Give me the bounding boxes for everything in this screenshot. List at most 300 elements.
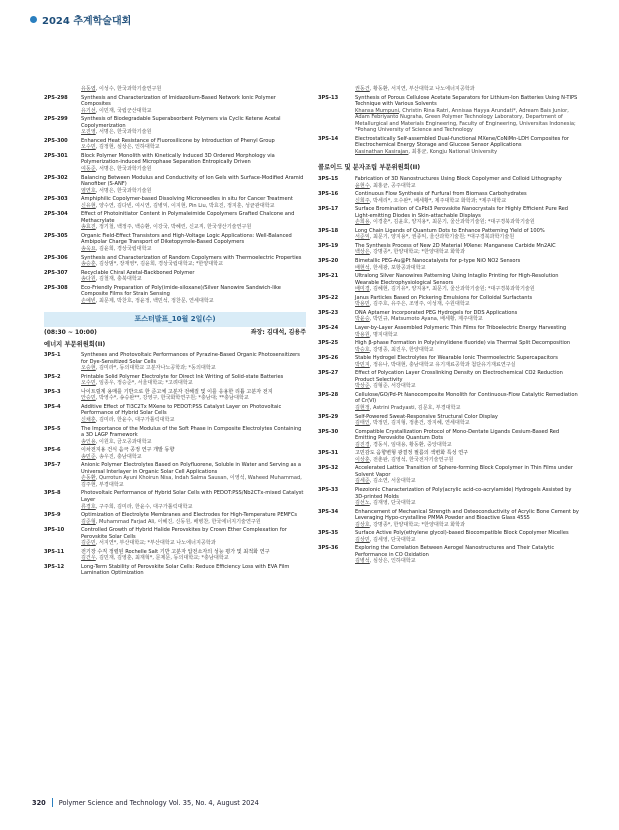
abstract-entry [318, 295, 580, 308]
entry-authors [81, 417, 306, 424]
entry-title: Printable Solid Polymer Electrolyte for Direct Ink Writing of Solid-state Batteries [81, 373, 284, 380]
entry-title: 이차전지용 건식 음극 공정 연구 개발 동향 [81, 447, 175, 454]
entry-authors [81, 203, 306, 210]
left-entries-top [44, 86, 306, 304]
journal-citation: Polymer Science and Technology Vol. 35, No. 4, August 2024 [58, 798, 259, 807]
abstract-entry [44, 95, 306, 115]
author-affiliation: , Astrini Pradyasti, 김문호, 부경대학교 [369, 404, 461, 411]
presenting-author: 김현정 [355, 404, 370, 411]
entry-body [355, 355, 580, 368]
entry-code [318, 86, 355, 93]
abstract-entry [44, 116, 306, 136]
footer-divider [52, 798, 53, 807]
presenting-author: 윤현수 [355, 182, 370, 189]
session-time: (08:30 ~ 10:00) [44, 328, 97, 336]
entry-body [81, 462, 306, 488]
abstract-entry [318, 450, 580, 463]
entry-title: Anionic Polymer Electrolytes Based on Polyfluorene, Soluble in Water and Serving as a Universal Interlayer in Organic Solar Cell Applications [81, 462, 302, 475]
entry-body [81, 426, 306, 446]
entry-authors [81, 439, 306, 446]
entry-authors [355, 347, 580, 354]
entry-authors [355, 383, 580, 390]
entry-title: Organic Field-Effect Transistors and High-Voltage Logic Applications: Well-Balanced Ambipolar Charge Transport of Diketopyrrole-Based Copolymers [81, 232, 292, 246]
entry-body [355, 136, 580, 156]
entry-authors [355, 442, 580, 449]
entry-code: 3PS-2 [44, 373, 61, 380]
entry-title: Amphiphilic Copolymer-based Dissolving Microneedles in situ for Cancer Treatment [81, 196, 293, 203]
entry-authors [355, 249, 580, 256]
entry-title: Continuous Flow Synthesis of Furfural from Biomass Carbohydrates [355, 191, 527, 198]
abstract-entry [318, 487, 580, 507]
entry-body [81, 527, 306, 547]
entry-code: 3PS-31 [318, 450, 339, 457]
entry-code: 2PS-299 [44, 116, 68, 123]
entry-body [81, 233, 306, 253]
presenting-author: 신채훈 [81, 416, 96, 423]
entry-title: Effect of Photoinitiator Content in Polymaleimide Copolymers Grafted Chalcone and Methacrylate [81, 211, 295, 224]
presenting-author: 오수민 [81, 380, 96, 387]
entry-body [81, 285, 306, 305]
author-affiliation: , Christin Rina Ratri, Annisaa Hayya Arundati*, Adream Bais Junior, Adam Febriyanto Nugraha, Green Polymer Technology Laboratory, Department of Metallurgical and Materials Engineering, Faculty of Engineering, Universitas Indonesia; *Pohang University of Science and Technology [355, 107, 576, 134]
presenting-author: 권동건 [355, 86, 370, 92]
abstract-entry [318, 429, 580, 449]
entry-authors [81, 555, 306, 562]
presenting-author: 박상준 [355, 383, 370, 390]
author-affiliation: , 구주희, 김미라, 한윤수, 대구가톨릭대학교 [95, 503, 193, 510]
abstract-entry [44, 447, 306, 460]
entry-authors [81, 454, 306, 461]
presenting-author: 김준형 [81, 518, 96, 525]
abstract-entry [44, 138, 306, 151]
entry-authors [355, 198, 580, 205]
author-affiliation: , 정기철, 백정주, 백승환, 이강국, 박혜린, 신교직, 한국생산기술연구원 [95, 224, 252, 231]
entry-authors [81, 188, 306, 195]
abstract-entry [44, 549, 306, 562]
presenting-author: 송다원 [81, 276, 96, 283]
presenting-author: 안승민 [81, 395, 96, 402]
entry-body [355, 206, 580, 226]
presenting-author: 김건우 [81, 555, 96, 562]
abstract-entry [44, 196, 306, 209]
entry-authors [355, 86, 580, 93]
entry-body [81, 255, 306, 268]
presenting-author: 오진영 [81, 129, 96, 136]
entry-body [81, 447, 306, 460]
entry-code: 3PS-24 [318, 324, 339, 331]
entry-code: 3PS-7 [44, 462, 61, 469]
abstract-entry [318, 310, 580, 323]
entry-title: Eco-Friendly Preparation of Poly(imide-siloxane)/Silver Nanowire Sandwich-like Composite Films for Strain Sensing [81, 284, 281, 298]
entry-code: 3PS-11 [44, 548, 65, 555]
abstract-entry [44, 512, 306, 525]
entry-code: 3PS-27 [318, 370, 339, 377]
entry-title: High β-phase Formation in Poly(vinylidene fluoride) via Thermal Split Decomposition [355, 340, 571, 347]
presenting-author: 신희주 [355, 197, 370, 204]
entry-title: Accelerated Lattice Transition of Sphere-forming Block Copolymer in Thin Films under Solvent Vapor [355, 465, 573, 478]
abstract-entry [318, 370, 580, 390]
entry-authors [81, 144, 306, 151]
entry-title: Controlled Growth of Hybrid Halide Perovskites by Crown Ether Complexation for Perovskite Solar Cells [81, 527, 287, 540]
entry-body [81, 95, 306, 115]
abstract-entry [318, 509, 580, 529]
entry-title: Compatible Crystallization Protocol of Mono-Dentate Ligands Cesium-Based Red Emitting Perovskite Quantum Dots [355, 428, 560, 442]
abstract-entry [318, 273, 580, 293]
entry-title: Enhanced Heat Resistance of Fluorosilicone by Introduction of Phenyl Group [81, 137, 275, 144]
presenting-author: 김선노 [355, 500, 370, 507]
entry-code: 3PS-6 [44, 447, 61, 454]
author-affiliation: , 최문기, 양지용*, 권종익, 울산과학기술원; *대구경북과학기술원 [369, 234, 515, 241]
entry-body [355, 392, 580, 412]
presenting-author: 신유현 [81, 202, 96, 209]
presenting-author: Khansa Mumpuni [355, 107, 400, 114]
entry-code: 3PS-16 [318, 191, 339, 198]
abstract-entry [318, 530, 580, 543]
entry-title: The Synthesis Process of New 2D Material MXene: Manganese Carbide Mn2AlC [355, 242, 556, 249]
author-affiliation: , 강명종, 최진우, 한양대학교 [369, 346, 434, 353]
entry-title: Recyclable Chiral Azetal-Backboned Polymer [81, 269, 195, 276]
entry-body [355, 414, 580, 427]
entry-authors [355, 332, 580, 339]
entry-title: Bimetallic PEG-Au@Pt Nanocatalysts for p-type NiO NO2 Sensors [355, 258, 521, 265]
author-affiliation: , 김재영, 단국대학교 [369, 500, 416, 507]
page-number: 320 [32, 798, 46, 807]
abstract-entry [318, 465, 580, 485]
entry-authors [81, 540, 306, 547]
author-affiliation: , 박세리*, 오수완*, 배세황*, 제주대학교 화학과; *제주대학교 [369, 197, 507, 204]
entry-body [355, 191, 580, 204]
entry-authors [355, 108, 580, 134]
presenting-author: 송인용 [81, 438, 96, 445]
entry-authors [355, 522, 580, 529]
entry-body [355, 258, 580, 271]
entry-code: 2PS-306 [44, 254, 68, 261]
section-heading: 에너지 부문위원회(II) [44, 340, 106, 348]
author-affiliation: , 김철재, 충북대학교 [95, 276, 142, 283]
author-affiliation: , 김주호, 유주은, 조영주, 이성재, 수원대학교 [369, 301, 470, 308]
entry-code: 3PS-34 [318, 508, 339, 515]
entry-title: Ultralong Silver Nanowires Patterning Using Intaglio Printing for High-Resolution Wearable Electrophysiological Sensors [355, 273, 559, 286]
presenting-author: 배현석 [355, 264, 370, 271]
presenting-author: 손희용 [355, 219, 370, 226]
presenting-author: 오승현 [81, 365, 96, 372]
entry-title: Photovoltaic Performance of Hybrid Solar Cells with PEDOT:PSS/Nb2CTx-mixed Catalyst Layer [81, 490, 304, 503]
entry-code: 2PS-302 [44, 174, 68, 181]
abstract-entry [44, 389, 306, 402]
presenting-author: 김준민 [81, 540, 96, 547]
entry-authors [81, 519, 306, 526]
presenting-author: 박용원 [355, 331, 370, 338]
entry-code: 3PS-20 [318, 258, 339, 265]
author-affiliation: , 김상범*, 장재영*, 김윤희, 경상국립대학교; *한양대학교 [95, 261, 224, 268]
entry-title: Enhancement of Mechanical Strength and Osteoconductivity of Acrylic Bone Cement by Leveraging Hypo-crystalline PMMA Powder and Bioactive Glass 45S5 [355, 508, 579, 522]
entry-authors [355, 420, 580, 427]
entry-body [355, 530, 580, 543]
entry-code: 2PS-298 [44, 94, 68, 101]
presenting-author: 박승호 [355, 346, 370, 353]
entry-code: 2PS-300 [44, 137, 68, 144]
entry-body [355, 325, 580, 338]
entry-title: Surface Active Poly(ethylene glycol)-based Biocompatible Block Copolymer Micelles [355, 530, 569, 537]
entry-code: 3PS-25 [318, 340, 339, 347]
author-affiliation: , 김정현, 심상은, 인하대학교 [95, 144, 160, 151]
abstract-entry [318, 355, 580, 368]
author-affiliation: , 이민재, 국립군산대학교 [95, 107, 152, 114]
author-affiliation: , 박정민, 김지형, 정춘건, 장지혜, 연세대학교 [369, 420, 470, 427]
entry-code: 3PS-14 [318, 135, 339, 142]
author-affiliation: , 서명은, 한국과학기술원 [95, 129, 152, 136]
presenting-author: 여동준 [81, 166, 96, 173]
entry-authors [355, 362, 580, 369]
author-affiliation: , 서지연*, 부산대학교; *부산대학교 나노에너지공학과 [95, 540, 216, 547]
session-banner: 포스터발표_10월 2일(수) [44, 312, 306, 327]
author-affiliation: , 박민규, Matsumoto Ayana, 배세황, 제주대학교 [369, 316, 483, 323]
circle-bullet-icon [30, 16, 37, 23]
abstract-entry [44, 153, 306, 173]
entry-authors [81, 224, 306, 231]
author-affiliation: , 이경훈*, 김윤호, 양지용*, 최문기, 울산과학기술원; *대구경북과학기술원 [369, 219, 535, 226]
entry-code: 2PS-301 [44, 152, 68, 159]
abstract-entry [44, 211, 306, 231]
entry-code: 3PS-35 [318, 530, 339, 537]
entry-authors [355, 537, 580, 544]
entry-title: Surface Bromination of CsPbI3 Perovskite Nanocrystals for Highly Efficient Pure Red Light-emitting Diodes in Skin-attachable Displays [355, 206, 569, 219]
entry-body [81, 138, 306, 151]
entry-code: 3PS-9 [44, 512, 61, 519]
entry-authors [81, 261, 306, 268]
entry-code: 3PS-13 [318, 94, 339, 101]
author-affiliation: , 최홍균, 공주대학교 [369, 182, 416, 189]
author-affiliation: , 김소연, 서울대학교 [369, 478, 416, 485]
header-title: 2024 추계학술대회 [42, 16, 132, 27]
entry-authors [355, 286, 580, 293]
entry-title: DNA Aptamer Incorporated PEG Hydrogels for DDS Applications [355, 309, 518, 316]
entry-authors [81, 108, 306, 115]
entry-code: 2PS-303 [44, 196, 68, 203]
entry-authors [81, 276, 306, 283]
abstract-entry [318, 191, 580, 204]
entry-code: 3PS-3 [44, 388, 61, 395]
right-column [318, 86, 580, 567]
author-affiliation: , 정유나, 박대현, 충남대학교 유기재료공학과 첨단유기재료연구실 [369, 361, 516, 368]
author-affiliation: , 서명은, 한국과학기술원 [95, 166, 152, 173]
entry-body [355, 243, 580, 256]
entry-code: 3PS-33 [318, 486, 339, 493]
entry-title: The Importance of the Modulus of the Soft Phase in Composite Electrolytes Containing a 3D LAGP Framework [81, 425, 302, 439]
abstract-entry [318, 545, 580, 565]
presenting-author: 김병석 [355, 558, 370, 565]
presenting-author: 박민지 [355, 361, 370, 368]
entry-body [81, 374, 306, 387]
entry-code: 3PS-10 [44, 527, 65, 534]
entry-code: 2PS-305 [44, 232, 68, 239]
entry-authors [355, 457, 580, 464]
presenting-author: 송효진 [81, 224, 96, 231]
entry-body [81, 86, 306, 93]
entry-title: Cellulose/GO/Pd-Pt Nanocomposite Monolith for Continuous-Flow Catalytic Remediation of Cr(VI) [355, 391, 578, 405]
entry-body [81, 116, 306, 136]
entry-body [81, 175, 306, 195]
entry-authors [355, 558, 580, 565]
right-entries-bottom [318, 176, 580, 565]
entry-body [81, 389, 306, 402]
entry-code: 3PS-36 [318, 545, 339, 552]
abstract-entry [44, 352, 306, 372]
presenting-author: 김세준 [355, 478, 370, 485]
abstract-entry [318, 414, 580, 427]
abstract-entry [44, 564, 306, 577]
abstract-entry [318, 258, 580, 271]
entry-title: Balancing Between Modulus and Conductivity of Ion Gels with Surface-Modified Aramid Nanofiber (S-ANF) [81, 174, 304, 188]
entry-title: Optimization of Electrolyte Membranes and Electrodes for High-Temperature PEMFCs [81, 512, 298, 519]
author-affiliation: , 양수연, 김다빈, 여시연, 김병익, 이지현, Pin Liu, 박효진, 정지훈, 성균관대학교 [95, 202, 275, 209]
abstract-entry [44, 426, 306, 446]
entry-code: 3PS-12 [44, 563, 65, 570]
presenting-author: 백상은 [355, 249, 370, 256]
entry-title: Synthesis and Characterization of Random Copolymers with Thermoelectric Properties [81, 254, 302, 261]
author-affiliation: , 최문제, 박찬호, 정윤정, 백민석, 정찬문, 연세대학교 [95, 297, 214, 304]
left-entries-bottom [44, 352, 306, 577]
abstract-entry [44, 255, 306, 268]
entry-title: Long-Term Stability of Perovskite Solar Cells: Reduce Efficiency Loss with EVA Film Lamination Optimization [81, 563, 290, 577]
entry-code [44, 86, 81, 93]
entry-code: 3PS-5 [44, 425, 61, 432]
entry-body [81, 404, 306, 424]
entry-code: 2PS-307 [44, 269, 68, 276]
presenting-author: 배미경 [355, 286, 370, 293]
entry-body [355, 370, 580, 390]
session-chair: 좌장: 김대석, 김용주 [250, 328, 306, 336]
entry-authors [81, 298, 306, 305]
entry-authors [81, 395, 306, 402]
entry-code: 3PS-18 [318, 227, 339, 234]
entry-body [355, 450, 580, 463]
entry-body [81, 196, 306, 209]
entry-title: Self-Powered Sweat-Responsive Structural Color Display [355, 413, 498, 420]
entry-body [81, 512, 306, 525]
presenting-author: Kasinathan Kasirajan [355, 148, 409, 155]
entry-title: Synthesis of Biodegradable Superabsorbent Polymers via Cyclic Ketene Acetal Copolymerization [81, 116, 281, 129]
author-affiliation: , 김혜현, 김기유*, 양지용*, 최문기, 울산과학기술원; *대구경북과학기술원 [369, 286, 535, 293]
author-affiliation: , 이원호, 금오공과대학교 [95, 438, 152, 445]
entry-code: 3PS-29 [318, 413, 339, 420]
page-header [30, 12, 131, 27]
presenting-author: 염연호 [81, 187, 96, 194]
author-affiliation: , Qurrotun Ayuni Khoirun Nisa, Indah Salma Sausan, 이영석, Waheed Muhammad, 김주현, 부경대학교 [81, 475, 302, 488]
abstract-entry [318, 243, 580, 256]
presenting-author: 유기선 [81, 107, 96, 114]
entry-title: Effect of Polycation Layer Crosslinking Density on Electrochemical CO2 Reduction Product Selectivity [355, 370, 563, 383]
author-affiliation: , 김세영, 단국대학교 [369, 536, 416, 543]
entry-code: 3PS-1 [44, 352, 61, 359]
entry-authors [81, 380, 306, 387]
page-footer [32, 798, 259, 807]
entry-body [81, 549, 306, 562]
entry-body [81, 153, 306, 173]
author-affiliation: , 강명종*, 한양대학교; *한양대학교 화학과 [369, 249, 466, 256]
abstract-entry [318, 86, 580, 93]
presenting-author: 김진경 [355, 441, 370, 448]
abstract-entry [44, 374, 306, 387]
entry-code: 3PS-4 [44, 403, 61, 410]
entry-body [81, 211, 306, 231]
presenting-author: 송욱요 [81, 246, 96, 253]
entry-title: Piezoionic Characterization of Poly(acrylic acid-co-acrylamide) Hydrogels Assisted by 3D-printed Molds [355, 486, 572, 500]
entry-code: 3PS-26 [318, 355, 339, 362]
presenting-author: 송승훈 [81, 261, 96, 268]
entry-title: Fabrication of 3D Nanostructures Using Block Copolymer and Colloid Lithography [355, 176, 562, 183]
entry-authors [81, 86, 306, 93]
entry-body [355, 86, 580, 93]
author-affiliation: , 경동식, 임대용, 황동환, 중앙대학교 [369, 441, 452, 448]
author-affiliation: , 박영수*, 송승완**, 강영구, 한국화학연구원; *충남대; **충남대학교 [95, 395, 249, 402]
author-affiliation: , 전춘완, 김영석, 한국전자기술연구원 [369, 456, 454, 463]
entry-authors [355, 183, 580, 190]
entry-body [355, 228, 580, 241]
entry-title: Synthesis and Characterization of Imidazolium-Based Network Ionic Polymer Composites [81, 94, 276, 108]
entry-body [355, 545, 580, 565]
presenting-author: 오수민 [81, 144, 96, 151]
abstract-entry [318, 136, 580, 156]
abstract-entry [318, 325, 580, 338]
abstract-entry [44, 527, 306, 547]
abstract-entry [44, 490, 306, 510]
presenting-author: 김상민 [355, 536, 370, 543]
entry-code: 3PS-22 [318, 294, 339, 301]
abstract-entry [44, 233, 306, 253]
entry-body [355, 273, 580, 293]
entry-body [355, 340, 580, 353]
presenting-author: 이상훈 [355, 456, 370, 463]
entry-body [81, 270, 306, 283]
author-affiliation: , 황동환, 서지연, 부산대학교 나노에너지공학과 [369, 86, 475, 92]
entry-title: Electrostatically Self-assembled Dual-functional MXene/CoNiMn-LDH Composites for Electrochemical Energy Storage and Glucose Sensor Applications [355, 135, 569, 149]
entry-title: 고민감도 음향변형 광결정 필름의 색변화 특성 연구 [355, 450, 469, 457]
author-affiliation: , 명지대학교 [369, 331, 398, 338]
author-affiliation: , Muhammad Farjad Ali, 이혜진, 신동원, 배병찬, 한국에너지기술연구원 [95, 518, 261, 525]
author-affiliation: , 김미라, 한윤수, 대구가톨릭대학교 [95, 416, 175, 423]
entry-authors [355, 219, 580, 226]
entry-title: Block Polymer Monolith with Kinetically Induced 3D Ordered Morphology via Polymerization-induced Microphase Separation Entropically Driven [81, 152, 275, 166]
abstract-entry [318, 228, 580, 241]
author-affiliation: , 김윤희, 경상국립대학교 [95, 246, 152, 253]
author-affiliation: , 한세광, 포항공과대학교 [369, 264, 426, 271]
right-entries-top [318, 86, 580, 155]
author-affiliation: , 김형준, 서강대학교 [369, 383, 416, 390]
entry-authors [81, 246, 306, 253]
entry-code: 3PS-28 [318, 391, 339, 398]
presenting-author: 김태인 [355, 420, 370, 427]
abstract-entry [44, 285, 306, 305]
entry-code: 3PS-23 [318, 309, 339, 316]
presenting-author: 손예빈 [81, 297, 96, 304]
entry-body [81, 490, 306, 510]
entry-body [355, 310, 580, 323]
entry-title: Layer-by-Layer Assembled Polymeric Thin Films for Triboelectric Energy Harvesting [355, 324, 567, 331]
author-affiliation: , 서명은, 한국과학기술원 [95, 187, 152, 194]
abstract-entry [318, 95, 580, 134]
author-affiliation: , 임종우, 정승준*, 서울대학교; *고려대학교 [95, 380, 193, 387]
session-info [44, 330, 306, 337]
author-affiliation: , 송우진, 충남대학교 [95, 453, 142, 460]
presenting-author: 박윤승 [355, 316, 370, 323]
entry-title: 전기장 수직 정렬된 Rochelle Salt 기반 고분자 압전소자의 성능 평가 및 최적화 연구 [81, 548, 270, 555]
entry-authors [355, 405, 580, 412]
abstract-entry [44, 462, 306, 488]
entry-code: 3PS-30 [318, 428, 339, 435]
entry-title: Synthesis of Porous Cellulose Acetate Separators for Lithium-Ion Batteries Using N-TIPS Technique with Various Solvents [355, 94, 578, 108]
entry-code: 3PS-21 [318, 273, 339, 280]
presenting-author: 김상호 [355, 521, 370, 528]
